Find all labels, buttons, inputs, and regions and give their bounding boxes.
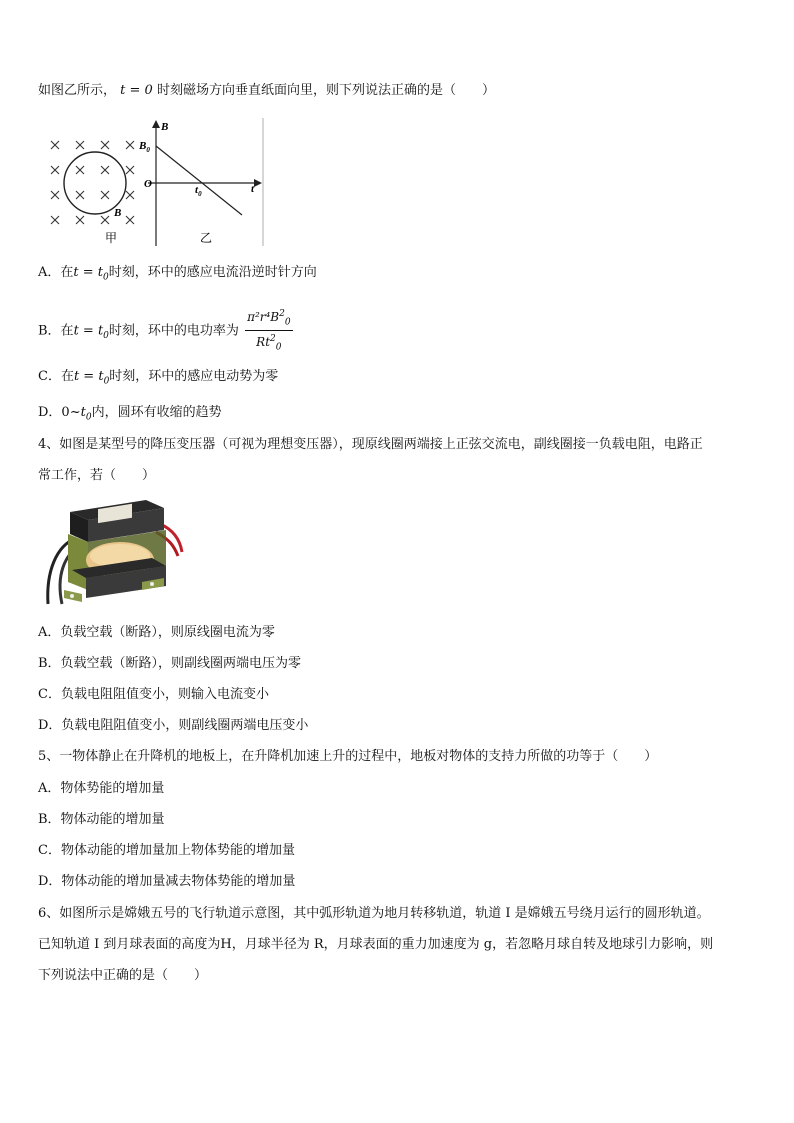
q5-option-b: B．物体动能的增加量 [38, 812, 165, 827]
q4-option-c: C．负载电阻阻值变小，则输入电流变小 [38, 687, 269, 702]
b-axis-arrow [152, 120, 160, 128]
q3-opt-d-prefix: D．0~ [38, 405, 81, 420]
fig-jia-label: 甲 [105, 231, 118, 245]
b-t-line [156, 146, 242, 215]
q5-stem: 5、一物体静止在升降机的地板上，在升降机加速上升的过程中，地板对物体的支持力所做的功等于（ ） [38, 749, 658, 764]
q6-stem-line1: 6、如图所示是嫦娥五号的飞行轨道示意图，其中弧形轨道为地月转移轨道，轨道 I 是嫦娥五号绕月运行的圆形轨道。 [38, 906, 710, 921]
q5-option-c: C．物体动能的增加量加上物体势能的增加量 [38, 843, 295, 858]
q3-opt-d-suffix: 内，圆环有收缩的趋势 [91, 405, 222, 420]
q3-opt-d-math-sub: 0 [85, 412, 92, 423]
ring-b-label: B [114, 207, 122, 219]
q3-intro [38, 82, 495, 100]
q3-opt-a-prefix: A．在 [38, 265, 74, 280]
power-fraction-numerator: $\pi^2r^4B^2_0$ [245, 306, 293, 331]
power-fraction-denominator: $Rt^2_0$ [256, 334, 282, 353]
q3-opt-a-suffix: 时刻，环中的感应电流沿逆时针方向 [108, 265, 317, 280]
q4-stem-line1: 4、如图是某型号的降压变压器（可视为理想变压器），现原线圈两端接上正弦交流电，副线圈接一负载电阻，电路正 [38, 437, 703, 452]
q3-opt-c-prefix: C．在 [38, 369, 74, 384]
q3-opt-a-math: t = t [73, 265, 103, 280]
q4-option-d: D．负载电阻阻值变小，则副线圈两端电压变小 [38, 718, 309, 733]
axis-t-label: t [251, 183, 255, 195]
q5-option-d: D．物体动能的增加量减去物体势能的增加量 [38, 874, 296, 889]
q3-intro-prefix: 如图乙所示， [38, 83, 117, 98]
q3-option-c [38, 368, 278, 391]
q3-opt-c-math-sub: 0 [103, 376, 110, 387]
q3-option-b [38, 306, 295, 356]
q3-figure [40, 118, 270, 250]
q6-stem-line3: 下列说法中正确的是（ ） [38, 968, 208, 983]
q3-option-d [38, 404, 222, 427]
q3-opt-c-math: t = t [73, 369, 104, 384]
ring [64, 152, 126, 214]
q3-opt-b-math-sub: 0 [103, 330, 109, 341]
q3-intro-math: t = 0 [120, 83, 153, 98]
q3-intro-suffix: 时刻磁场方向垂直纸面向里，则下列说法正确的是（ ） [156, 83, 495, 98]
axis-b-label: B [161, 121, 169, 133]
q3-opt-b-prefix: B．在 [38, 323, 74, 339]
axis-b0-label: $B_0$ [139, 140, 150, 154]
q4-option-a: A．负载空载（断路），则原线圈电流为零 [38, 625, 275, 640]
transformer-image [42, 494, 186, 606]
axis-t0-label: $t_0$ [195, 184, 202, 198]
q6-stem-line2: 已知轨道 I 到月球表面的高度为H，月球半径为 R，月球表面的重力加速度为 g，若忽略月球自转及地球引力影响，则 [38, 937, 714, 952]
t-axis-arrow [254, 179, 262, 187]
q3-opt-c-suffix: 时刻，环中的感应电动势为零 [109, 369, 279, 384]
q3-option-a [38, 264, 317, 287]
q3-opt-b-suffix: 时刻，环中的电功率为 [108, 323, 239, 339]
fig-yi-label: 乙 [200, 231, 213, 245]
q3-opt-a-math-sub: 0 [103, 272, 109, 283]
power-fraction [245, 306, 293, 356]
axis-o-label: O [144, 178, 152, 190]
q4-stem-line2: 常工作，若（ ） [38, 468, 156, 483]
q3-opt-b-math: t = t [73, 323, 104, 339]
q3-opt-d-math: t [80, 405, 86, 420]
q5-option-a: A．物体势能的增加量 [38, 781, 165, 796]
q4-option-b: B．负载空载（断路），则副线圈两端电压为零 [38, 656, 302, 671]
